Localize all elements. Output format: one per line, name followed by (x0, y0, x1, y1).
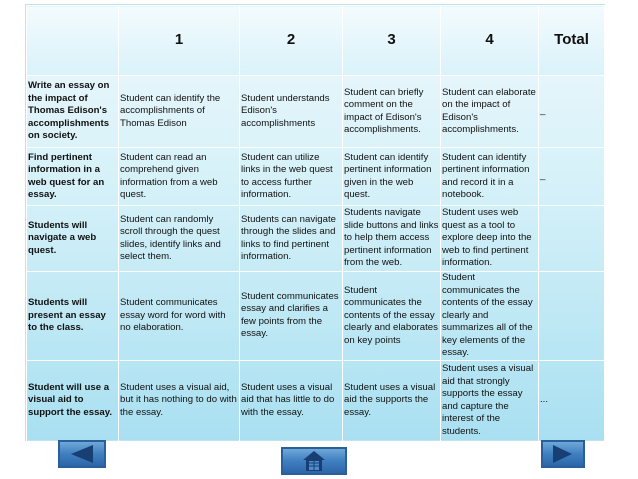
total-cell: _ (539, 148, 605, 206)
rubric-cell: Student can identify pertinent information and record it in a notebook. (441, 148, 539, 206)
left-arrow-icon (67, 444, 97, 464)
next-button[interactable] (541, 440, 585, 468)
home-icon (301, 450, 327, 472)
rubric-cell: Student uses a visual aid that has little to do with the essay. (240, 360, 343, 441)
rubric-panel (25, 4, 605, 441)
table-header-row (27, 6, 605, 76)
rubric-cell: Student can randomly scroll through the quest slides, identify links and select them. (119, 206, 240, 272)
criterion-cell: Find pertinent information in a web quest for an essay. (27, 148, 119, 206)
rubric-cell: Student uses a visual aid that strongly supports the essay and capture the interest of the students. (441, 360, 539, 441)
rubric-cell: Student can briefly comment on the impact of Edison's accomplishments. (343, 76, 441, 148)
rubric-cell: Student can identify the accomplishments of Thomas Edison (119, 76, 240, 148)
table-row (27, 148, 605, 206)
rubric-cell: Student communicates essay and clarifies a few points from the essay. (240, 272, 343, 361)
rubric-cell: Student communicates the contents of the essay clearly and elaborates on key points (343, 272, 441, 361)
total-cell (539, 272, 605, 361)
rubric-cell: Student uses a visual aid the supports the essay. (343, 360, 441, 441)
rubric-cell: Student communicates essay word for word with no elaboration. (119, 272, 240, 361)
criterion-cell: Students will present an essay to the class. (27, 272, 119, 361)
criterion-cell: Write an essay on the impact of Thomas Edison's accomplishments on society. (27, 76, 119, 148)
rubric-cell: Student understands Edison's accomplishments (240, 76, 343, 148)
total-cell: ... (539, 360, 605, 441)
column-header-1: 1 (119, 6, 240, 76)
column-header-3: 3 (343, 6, 441, 76)
rubric-cell: Student can utilize links in the web quest to access further information. (240, 148, 343, 206)
table-row (27, 76, 605, 148)
criterion-cell: Students will navigate a web quest. (27, 206, 119, 272)
total-cell: _ (539, 76, 605, 148)
column-header-4: 4 (441, 6, 539, 76)
rubric-cell: Student uses a visual aid, but it has nothing to do with the essay. (119, 360, 240, 441)
column-header-total: Total (539, 6, 605, 76)
column-header-2: 2 (240, 6, 343, 76)
home-button[interactable] (281, 447, 347, 475)
right-arrow-icon (550, 444, 576, 464)
rubric-cell: Student can identify pertinent information given in the web quest. (343, 148, 441, 206)
rubric-cell: Students can navigate through the slides and links to find pertinent information. (240, 206, 343, 272)
rubric-table (26, 5, 605, 442)
rubric-cell: Students navigate slide buttons and links to help them access pertinent information from the web. (343, 206, 441, 272)
back-button[interactable] (58, 440, 106, 468)
criterion-cell: Student will use a visual aid to support the essay. (27, 360, 119, 441)
rubric-cell: Student uses web quest as a tool to explore deep into the web to find pertinent information. (441, 206, 539, 272)
table-row (27, 206, 605, 272)
rubric-cell: Student can read an comprehend given information from a web quest. (119, 148, 240, 206)
table-row (27, 272, 605, 361)
total-cell (539, 206, 605, 272)
rubric-cell: Student can elaborate on the impact of Edison's accomplishments. (441, 76, 539, 148)
table-row (27, 360, 605, 441)
rubric-cell: Student communicates the contents of the essay clearly and summarizes all of the key elements of the essay. (441, 272, 539, 361)
corner-cell (27, 6, 119, 76)
